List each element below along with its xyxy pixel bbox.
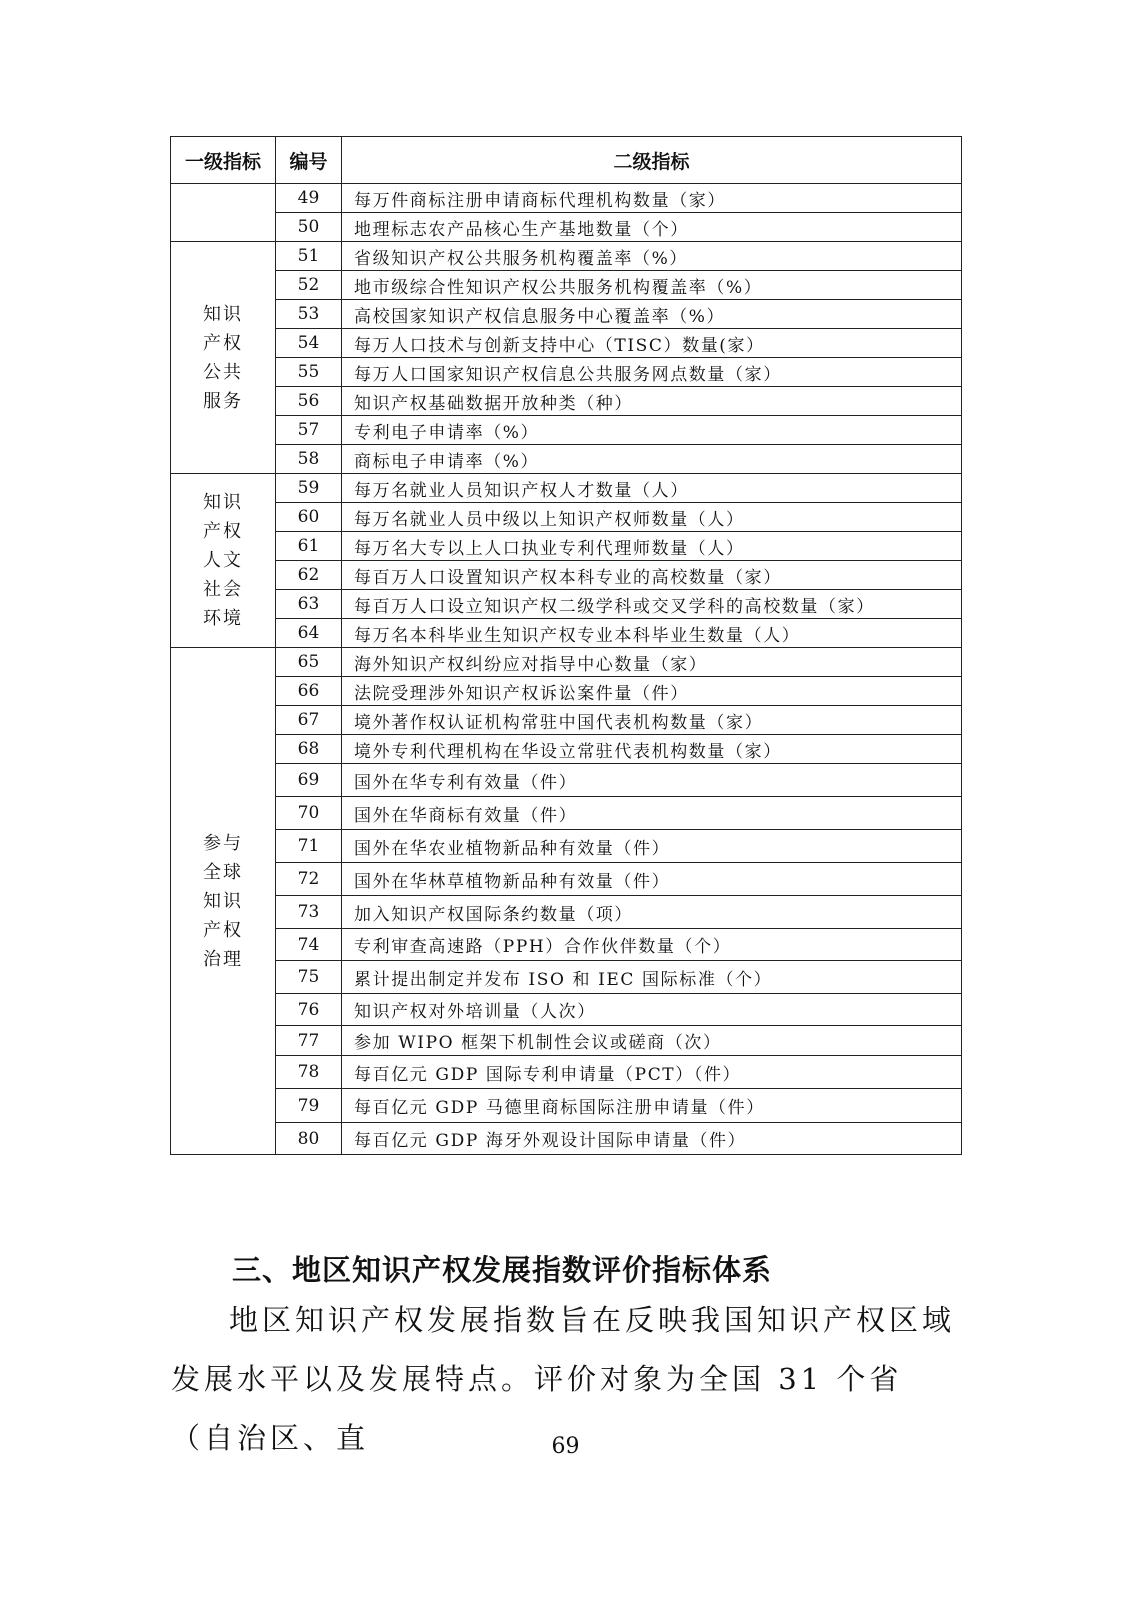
indicator-number: 80 xyxy=(276,1123,342,1155)
table-row xyxy=(171,300,962,329)
indicator-number: 65 xyxy=(276,648,342,677)
indicator-name: 国外在华专利有效量（件） xyxy=(342,764,962,797)
indicator-name: 地市级综合性知识产权公共服务机构覆盖率（%） xyxy=(342,271,962,300)
table-row xyxy=(171,416,962,445)
indicator-number: 67 xyxy=(276,706,342,735)
indicator-number: 62 xyxy=(276,561,342,590)
table-row xyxy=(171,184,962,213)
table-row xyxy=(171,358,962,387)
table-row xyxy=(171,961,962,994)
indicator-name: 每百亿元 GDP 海牙外观设计国际申请量（件） xyxy=(342,1123,962,1155)
table-row xyxy=(171,532,962,561)
indicator-name: 知识产权对外培训量（人次） xyxy=(342,994,962,1026)
indicator-number: 66 xyxy=(276,677,342,706)
indicator-name: 每万名就业人员中级以上知识产权师数量（人） xyxy=(342,503,962,532)
table-row xyxy=(171,929,962,961)
section-heading: 三、地区知识产权发展指数评价指标体系 xyxy=(232,1253,773,1287)
indicator-name: 参加 WIPO 框架下机制性会议或磋商（次） xyxy=(342,1026,962,1056)
indicator-name: 加入知识产权国际条约数量（项） xyxy=(342,896,962,929)
table-row xyxy=(171,994,962,1026)
indicator-number: 73 xyxy=(276,896,342,929)
indicator-number: 63 xyxy=(276,590,342,619)
indicator-name: 高校国家知识产权信息服务中心覆盖率（%） xyxy=(342,300,962,329)
indicator-name: 境外专利代理机构在华设立常驻代表机构数量（家） xyxy=(342,735,962,764)
category-label: 参与全球知识产权治理 xyxy=(203,832,243,970)
table-row xyxy=(171,896,962,929)
table-header-row xyxy=(171,137,962,184)
table-row xyxy=(171,863,962,896)
indicator-number: 50 xyxy=(276,213,342,242)
table-row xyxy=(171,1123,962,1155)
indicator-number: 75 xyxy=(276,961,342,994)
category-cell xyxy=(171,242,276,474)
indicator-number: 76 xyxy=(276,994,342,1026)
indicator-name: 知识产权基础数据开放种类（种） xyxy=(342,387,962,416)
indicator-number: 61 xyxy=(276,532,342,561)
table-row xyxy=(171,677,962,706)
body-paragraph: 地区知识产权发展指数旨在反映我国知识产权区域发展水平以及发展特点。评价对象为全国 31 个省（自治区、直 xyxy=(171,1303,956,1455)
indicator-name: 每百万人口设立知识产权二级学科或交叉学科的高校数量（家） xyxy=(342,590,962,619)
indicator-name: 每百亿元 GDP 马德里商标国际注册申请量（件） xyxy=(342,1089,962,1123)
indicator-name: 每万件商标注册申请商标代理机构数量（家） xyxy=(342,184,962,213)
table-row xyxy=(171,242,962,271)
header-number: 编号 xyxy=(276,137,342,184)
table-row xyxy=(171,830,962,863)
table-row xyxy=(171,329,962,358)
indicator-number: 70 xyxy=(276,797,342,830)
indicator-name: 专利电子申请率（%） xyxy=(342,416,962,445)
table-row xyxy=(171,735,962,764)
indicator-number: 55 xyxy=(276,358,342,387)
indicator-number: 59 xyxy=(276,474,342,503)
indicator-number: 51 xyxy=(276,242,342,271)
indicator-name: 国外在华林草植物新品种有效量（件） xyxy=(342,863,962,896)
indicator-number: 69 xyxy=(276,764,342,797)
indicator-number: 54 xyxy=(276,329,342,358)
table-row xyxy=(171,445,962,474)
indicator-name: 商标电子申请率（%） xyxy=(342,445,962,474)
indicator-number: 74 xyxy=(276,929,342,961)
table-row xyxy=(171,648,962,677)
indicator-number: 60 xyxy=(276,503,342,532)
category-cell xyxy=(171,648,276,1155)
table-row xyxy=(171,503,962,532)
table-body xyxy=(171,184,962,1155)
table-row xyxy=(171,387,962,416)
indicator-number: 56 xyxy=(276,387,342,416)
indicator-name: 海外知识产权纠纷应对指导中心数量（家） xyxy=(342,648,962,677)
indicator-name: 每百万人口设置知识产权本科专业的高校数量（家） xyxy=(342,561,962,590)
indicator-number: 58 xyxy=(276,445,342,474)
category-label: 知识产权公共服务 xyxy=(203,303,243,412)
indicator-table xyxy=(170,136,962,1155)
table-row xyxy=(171,1089,962,1123)
indicator-name: 累计提出制定并发布 ISO 和 IEC 国际标准（个） xyxy=(342,961,962,994)
header-level2: 二级指标 xyxy=(342,137,962,184)
category-cell xyxy=(171,184,276,242)
indicator-name: 每百亿元 GDP 国际专利申请量（PCT）（件） xyxy=(342,1056,962,1089)
indicator-number: 68 xyxy=(276,735,342,764)
category-label: 知识产权人文社会环境 xyxy=(203,492,243,629)
table-row xyxy=(171,474,962,503)
table-row xyxy=(171,213,962,242)
table-row xyxy=(171,1056,962,1089)
indicator-number: 71 xyxy=(276,830,342,863)
indicator-name: 境外著作权认证机构常驻中国代表机构数量（家） xyxy=(342,706,962,735)
indicator-number: 49 xyxy=(276,184,342,213)
table-row xyxy=(171,590,962,619)
table-row xyxy=(171,706,962,735)
page-number: 69 xyxy=(551,1434,580,1459)
table-row xyxy=(171,619,962,648)
indicator-name: 每万人口技术与创新支持中心（TISC）数量(家） xyxy=(342,329,962,358)
indicator-name: 法院受理涉外知识产权诉讼案件量（件） xyxy=(342,677,962,706)
indicator-number: 78 xyxy=(276,1056,342,1089)
indicator-name: 国外在华农业植物新品种有效量（件） xyxy=(342,830,962,863)
table-row xyxy=(171,764,962,797)
header-level1: 一级指标 xyxy=(171,137,276,184)
table-row xyxy=(171,1026,962,1056)
indicator-number: 77 xyxy=(276,1026,342,1056)
indicator-name: 每万名大专以上人口执业专利代理师数量（人） xyxy=(342,532,962,561)
indicator-number: 72 xyxy=(276,863,342,896)
indicator-name: 地理标志农产品核心生产基地数量（个） xyxy=(342,213,962,242)
indicator-name: 每万名本科毕业生知识产权专业本科毕业生数量（人） xyxy=(342,619,962,648)
table-row xyxy=(171,797,962,830)
category-cell xyxy=(171,474,276,648)
indicator-name: 每万人口国家知识产权信息公共服务网点数量（家） xyxy=(342,358,962,387)
indicator-name: 国外在华商标有效量（件） xyxy=(342,797,962,830)
indicator-number: 79 xyxy=(276,1089,342,1123)
table-row xyxy=(171,561,962,590)
indicator-name: 专利审查高速路（PPH）合作伙伴数量（个） xyxy=(342,929,962,961)
indicator-number: 53 xyxy=(276,300,342,329)
table-row xyxy=(171,271,962,300)
indicator-name: 省级知识产权公共服务机构覆盖率（%） xyxy=(342,242,962,271)
indicator-number: 52 xyxy=(276,271,342,300)
indicator-number: 57 xyxy=(276,416,342,445)
indicator-number: 64 xyxy=(276,619,342,648)
indicator-name: 每万名就业人员知识产权人才数量（人） xyxy=(342,474,962,503)
